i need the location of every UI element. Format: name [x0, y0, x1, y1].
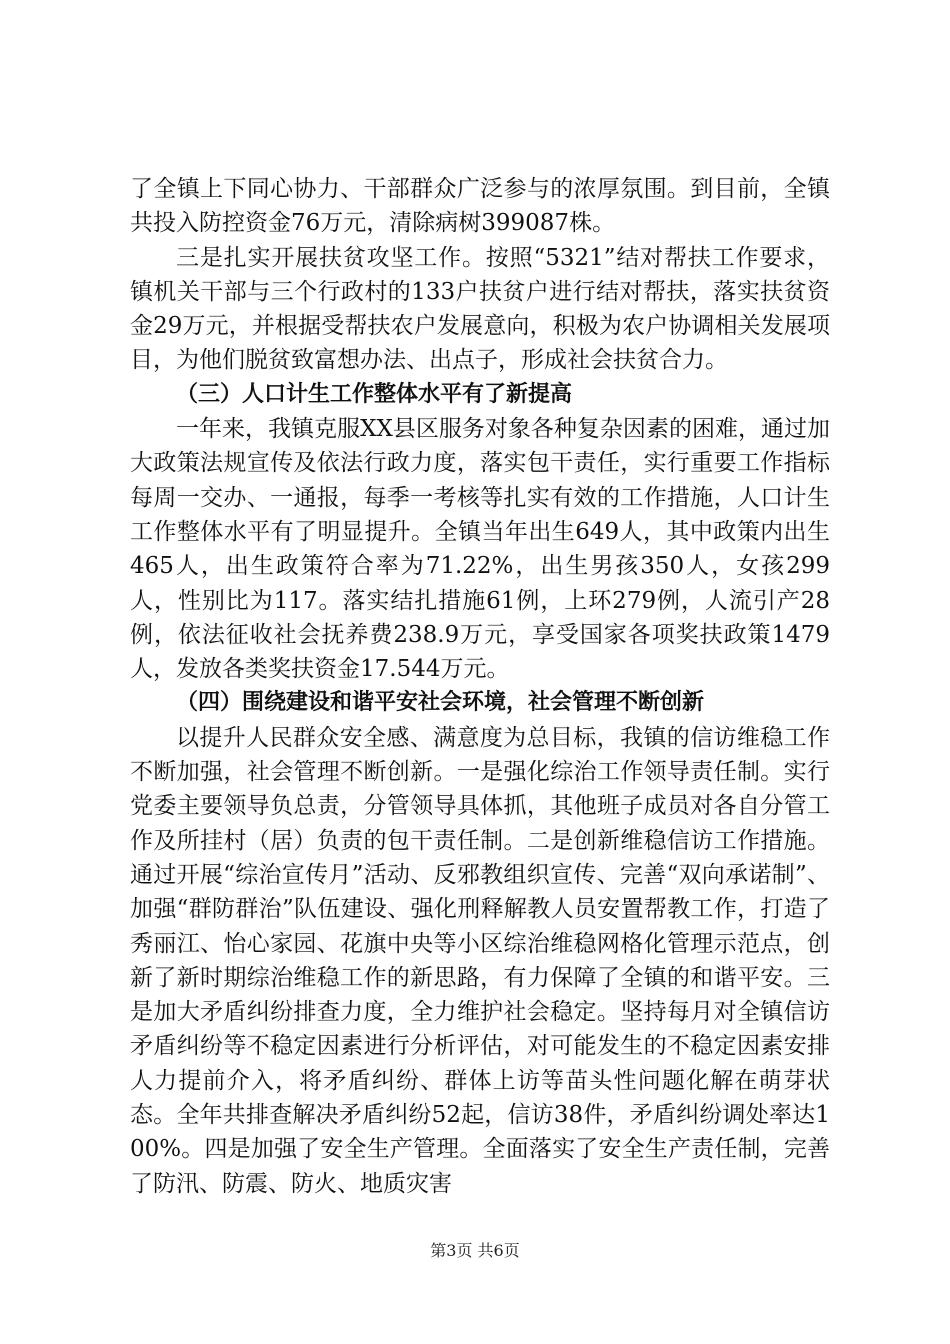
section-heading-3: （三）人口计生工作整体水平有了新提高: [176, 381, 573, 407]
page-number-footer: 第3页 共6页: [430, 1241, 520, 1260]
paragraph-4: 以提升人民群众安全感、满意度为总目标，我镇的信访维稳工作不断加强，社会管理不断创新。一是强化综治工作领导责任制。实行党委主要领导负总责，分管领导具体抓，其他班子成员对各自分管工作及所挂村（居）负责的包干责任制。二是创新维稳信访工作措施。通过开展“综治宣传月”活动、反邪教组织宣传、完善“双向承诺制”、加强“群防群治”队伍建设、强化刑释解教人员安置帮教工作，打造了秀丽江、怡心家园、花旗中央等小区综治维稳网格化管理示范点，创新了新时期综治维稳工作的新思路，有力保障了全镇的和谐平安。三是加大矛盾纠纷排查力度，全力维护社会稳定。坚持每月对全镇信访矛盾纠纷等不稳定因素进行分析评估，对可能发生的不稳定因素安排人力提前介入，将矛盾纠纷、群体上访等苗头性问题化解在萌芽状态。全年共排查解决矛盾纠纷52起，信访38件，矛盾纠纷调处率达100%。四是加强了安全生产管理。全面落实了安全生产责任制，完善了防汛、防震、防火、地质灾害: [130, 724, 830, 1197]
paragraph-1: 了全镇上下同心协力、干部群众广泛参与的浓厚氛围。到目前，全镇共投入防控资金76万元，清除病树399087株。: [130, 176, 830, 237]
paragraph-3: 一年来，我镇克服XX县区服务对象各种复杂因素的困难，通过加大政策法规宣传及依法行政力度，落实包干责任，实行重要工作指标每周一交办、一通报，每季一考核等扎实有效的工作措施，人口计生工作整体水平有了明显提升。全镇当年出生649人，其中政策内出生465人，出生政策符合率为71.22%，出生男孩350人，女孩299人，性别比为117。落实结扎措施61例，上环279例，人流引产28例，依法征收社会抚养费238.9万元，享受国家各项奖扶政策1479人，发放各类奖扶资金17.544万元。: [130, 416, 830, 683]
paragraph-2: 三是扎实开展扶贫攻坚工作。按照“5321”结对帮扶工作要求，镇机关干部与三个行政村的133户扶贫户进行结对帮扶，落实扶贫资金29万元，并根据受帮扶农户发展意向，积极为农户协调相关发展项目，为他们脱贫致富想办法、出点子，形成社会扶贫合力。: [130, 244, 830, 374]
section-heading-4: （四）围绕建设和谐平安社会环境，社会管理不断创新: [176, 690, 705, 716]
document-body: [130, 172, 830, 1201]
